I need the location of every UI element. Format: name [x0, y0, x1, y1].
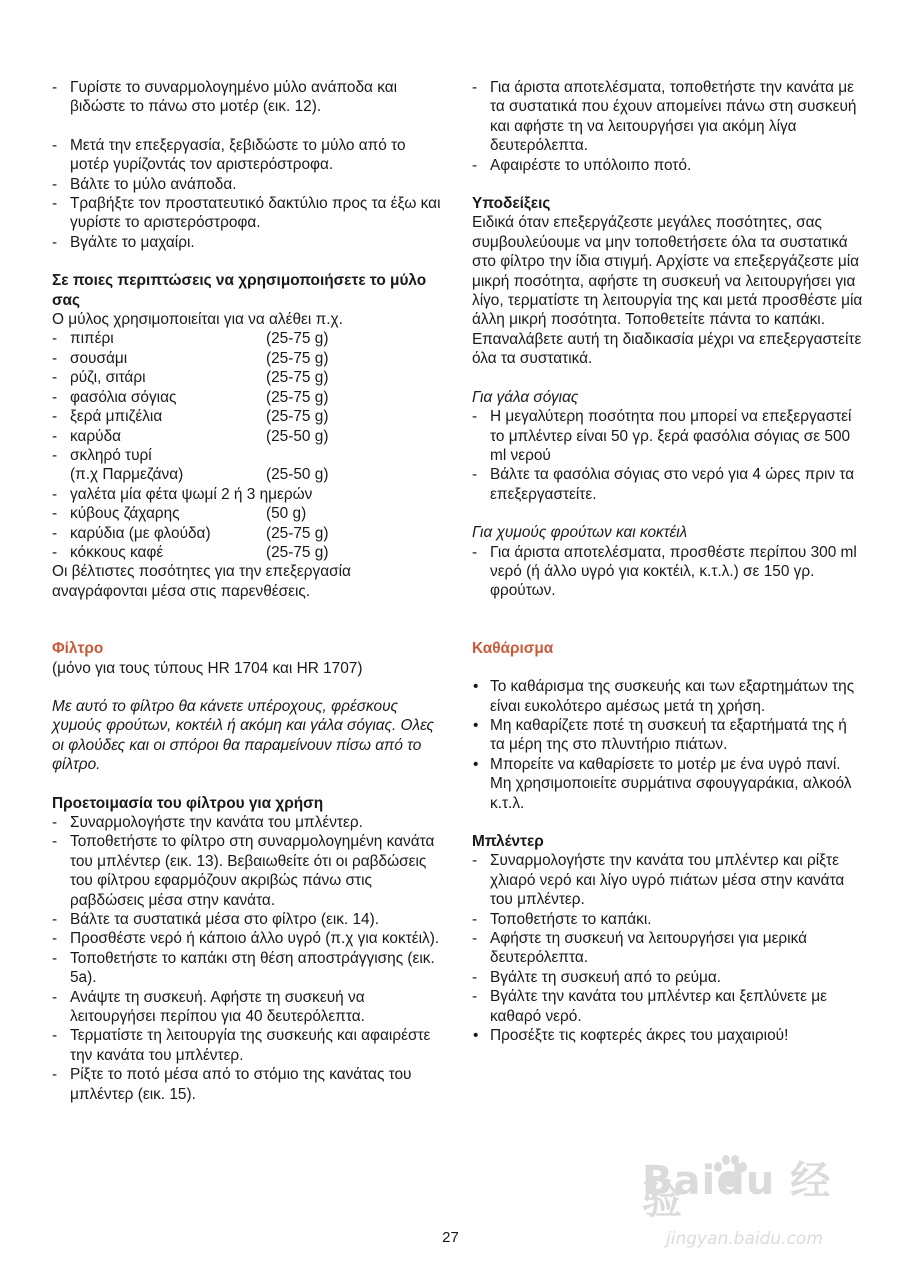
ingredient-amount: (25-75 g)	[266, 369, 329, 387]
ingredient-row	[52, 543, 447, 562]
juice-heading: Για χυμούς φρούτων και κοκτέιλ	[472, 524, 688, 542]
disassembly-steps	[52, 136, 447, 252]
list-item: - Μετά την επεξεργασία, ξεβιδώστε το μύλο από το μοτέρ γυρίζοντάς τον αριστερόστροφα.	[52, 136, 447, 175]
ingredient-amount: (25-75 g)	[266, 408, 329, 426]
ingredient-name: - ξερά μπιζέλια	[70, 408, 163, 426]
ingredient-name: - κόκκους καφέ	[70, 543, 164, 561]
blender-heading: Μπλέντερ	[472, 833, 544, 850]
left-column	[52, 78, 447, 1104]
list-item: - Τραβήξτε τον προστατευτικό δακτύλιο προς τα έξω και γυρίστε το αριστερόστροφα.	[52, 194, 447, 233]
ingredient-amount: (25-75 g)	[266, 524, 329, 542]
list-item: - Βγάλτε το μαχαίρι.	[52, 233, 447, 252]
ingredient-row	[52, 446, 447, 465]
ingredient-row	[52, 465, 447, 484]
ingredient-row	[52, 407, 447, 426]
ingredient-name: - γαλέτα μία φέτα ψωμί 2 ή 3 ημερών	[70, 485, 313, 503]
ingredient-name: - κύβους ζάχαρης	[70, 505, 180, 523]
tips-text: Ειδικά όταν επεξεργάζεστε μεγάλες ποσότητες, σας συμβουλεύουμε να μην τοποθετήσετε όλα τα συστατικά στο φίλτρο την ίδια στιγμή. Αρχίστε να επεξεργάζεστε μία μικρή ποσότητα, αφήστε τη συσκευή να λειτουργήσει για λίγο, τερματίστε τη λειτουργία της και μετά προσθέστε μία άλλη μικρή ποσότητα. Τοποθετείτε πάντα το καπάκι. Επαναλάβετε αυτή τη διαδικασία μέχρι να επεξεργαστείτε όλα τα συστατικά.	[472, 214, 863, 368]
ingredient-row	[52, 504, 447, 523]
mill-usage-intro: Ο μύλος χρησιμοποιείται για να αλέθει π.χ.	[52, 311, 343, 329]
cleaning-heading: Καθάρισμα	[472, 639, 554, 657]
bullet-item: • Μπορείτε να καθαρίσετε το μοτέρ με ένα υγρό πανί. Μη χρησιμοποιείτε συρμάτινα σφουγγαράκια, αλκοόλ κ.τ.λ.	[472, 755, 864, 813]
ingredient-row	[52, 368, 447, 387]
filter-prep-heading: Προετοιμασία του φίλτρου για χρήση	[52, 794, 324, 812]
mill-usage-heading: Σε ποιες περιπτώσεις να χρησιμοποιήσετε το μύλο σας	[52, 272, 427, 309]
ingredient-amount: (25-50 g)	[266, 466, 329, 484]
filter-heading: Φίλτρο	[52, 640, 104, 658]
list-item: - Για άριστα αποτελέσματα, προσθέστε περίπου 300 ml νερό (ή άλλο υγρό για κοκτέιλ, κ.τ.λ.) σε 150 γρ. φρούτων.	[472, 543, 864, 601]
ingredient-amount: (25-75 g)	[266, 388, 329, 406]
filter-prep-steps-continued	[472, 78, 864, 175]
filter-prep-steps	[52, 813, 447, 1104]
ingredient-name: - καρύδα	[70, 427, 122, 445]
list-item: - Βάλτε το μύλο ανάποδα.	[52, 175, 447, 194]
watermark	[606, 1146, 866, 1266]
ingredient-row	[52, 349, 447, 368]
ingredient-row	[52, 427, 447, 446]
list-item: - Βάλτε τα φασόλια σόγιας στο νερό για 4 ώρες πριν τα επεξεργαστείτε.	[472, 465, 864, 504]
list-item: - Αφήστε τη συσκευή να λειτουργήσει για μερικά δευτερόλεπτα.	[472, 929, 864, 968]
ingredient-name: - καρύδια (με φλούδα)	[70, 524, 211, 542]
blender-warning: • Προσέξτε τις κοφτερές άκρες του μαχαιριού!	[472, 1026, 864, 1045]
list-item: - Συναρμολογήστε την κανάτα του μπλέντερ.	[52, 813, 447, 832]
list-item: - Τερματίστε τη λειτουργία της συσκευής και αφαιρέστε την κανάτα του μπλέντερ.	[52, 1026, 447, 1065]
blender-cleaning-steps	[472, 851, 864, 1026]
ingredient-row	[52, 329, 447, 348]
ingredient-name: - σκληρό τυρί	[70, 446, 152, 464]
ingredient-name: - πιπέρι	[70, 330, 114, 348]
ingredient-row	[52, 524, 447, 543]
ingredient-list	[52, 329, 447, 562]
list-item: - Βγάλτε τη συσκευή από το ρεύμα.	[472, 968, 864, 987]
tips-heading: Υποδείξεις	[472, 195, 551, 213]
filter-description: Με αυτό το φίλτρο θα κάνετε υπέροχους, φρέσκους χυμούς φρούτων, κοκτέιλ ή ακόμη και γάλα σόγιας. Ολες οι φλούδες και οι σπόροι θα παραμείνουν πίσω από το φίλτρο.	[52, 697, 434, 774]
watermark-url: jingyan.baidu.com	[666, 1229, 823, 1249]
ingredient-row	[52, 388, 447, 407]
page-number: 27	[442, 1229, 459, 1246]
soy-milk-heading: Για γάλα σόγιας	[472, 388, 579, 406]
ingredient-amount: (50 g)	[266, 505, 307, 523]
bullet-item: • Μη καθαρίζετε ποτέ τη συσκευή τα εξαρτήματά της ή τα μέρη της στο πλυντήριο πιάτων.	[472, 716, 864, 755]
ingredient-name: - φασόλια σόγιας	[70, 388, 177, 406]
right-column	[472, 78, 864, 1045]
list-item: - Ρίξτε το ποτό μέσα από το στόμιο της κανάτας του μπλέντερ (εικ. 15).	[52, 1065, 447, 1104]
list-item: - Για άριστα αποτελέσματα, τοποθετήστε την κανάτα με τα συστατικά που έχουν απομείνει πάνω στη συσκευή και αφήστε τη να λειτουργήσει για ακόμη λίγα δευτερόλεπτα.	[472, 78, 864, 156]
list-item: - Βάλτε τα συστατικά μέσα στο φίλτρο (εικ. 14).	[52, 910, 447, 929]
ingredient-amount: (25-75 g)	[266, 330, 329, 348]
filter-models: (μόνο για τους τύπους HR 1704 και HR 1707)	[52, 659, 363, 677]
watermark-logo: Baidu 经验	[642, 1158, 832, 1224]
intro-steps	[52, 78, 447, 117]
list-item: - Τοποθετήστε το καπάκι.	[472, 910, 864, 929]
mill-usage-note: Οι βέλτιστες ποσότητες για την επεξεργασία αναγράφονται μέσα στις παρενθέσεις.	[52, 563, 351, 600]
ingredient-row	[52, 485, 447, 504]
ingredient-amount: (25-75 g)	[266, 349, 329, 367]
list-item: - Γυρίστε το συναρμολογημένο μύλο ανάποδα και βιδώστε το πάνω στο μοτέρ (εικ. 12).	[52, 78, 447, 117]
list-item: - Βγάλτε την κανάτα του μπλέντερ και ξεπλύνετε με καθαρό νερό.	[472, 987, 864, 1026]
ingredient-amount: (25-50 g)	[266, 427, 329, 445]
ingredient-name: - ρύζι, σιτάρι	[70, 369, 146, 387]
juice-steps	[472, 543, 864, 601]
ingredient-name: (π.χ Παρμεζάνα)	[70, 466, 184, 484]
list-item: - Η μεγαλύτερη ποσότητα που μπορεί να επεξεργαστεί το μπλέντερ είναι 50 γρ. ξερά φασόλια σόγιας σε 500 ml νερού	[472, 407, 864, 465]
bullet-item: • Το καθάρισμα της συσκευής και των εξαρτημάτων της είναι ευκολότερο αμέσως μετά τη χρήση.	[472, 677, 864, 716]
soy-milk-steps	[472, 407, 864, 504]
list-item: - Συναρμολογήστε την κανάτα του μπλέντερ και ρίξτε χλιαρό νερό και λίγο υγρό πιάτων μέσα στην κανάτα του μπλέντερ.	[472, 851, 864, 909]
list-item: - Τοποθετήστε το καπάκι στη θέση αποστράγγισης (εικ. 5a).	[52, 949, 447, 988]
list-item: - Προσθέστε νερό ή κάποιο άλλο υγρό (π.χ για κοκτέιλ).	[52, 929, 447, 948]
ingredient-amount: (25-75 g)	[266, 543, 329, 561]
list-item: - Τοποθετήστε το φίλτρο στη συναρμολογημένη κανάτα του μπλέντερ (εικ. 13). Βεβαιωθείτε ότι οι ραβδώσεις του φίλτρου εφαρμόζουν ακριβώς πάνω στις ραβδώσεις μέσα στην κανάτα.	[52, 832, 447, 910]
ingredient-name: - σουσάμι	[70, 349, 128, 367]
list-item: - Ανάψτε τη συσκευή. Αφήστε τη συσκευή να λειτουργήσει περίπου για 40 δευτερόλεπτα.	[52, 988, 447, 1027]
list-item: - Αφαιρέστε το υπόλοιπο ποτό.	[472, 156, 864, 175]
cleaning-bullets	[472, 677, 864, 813]
